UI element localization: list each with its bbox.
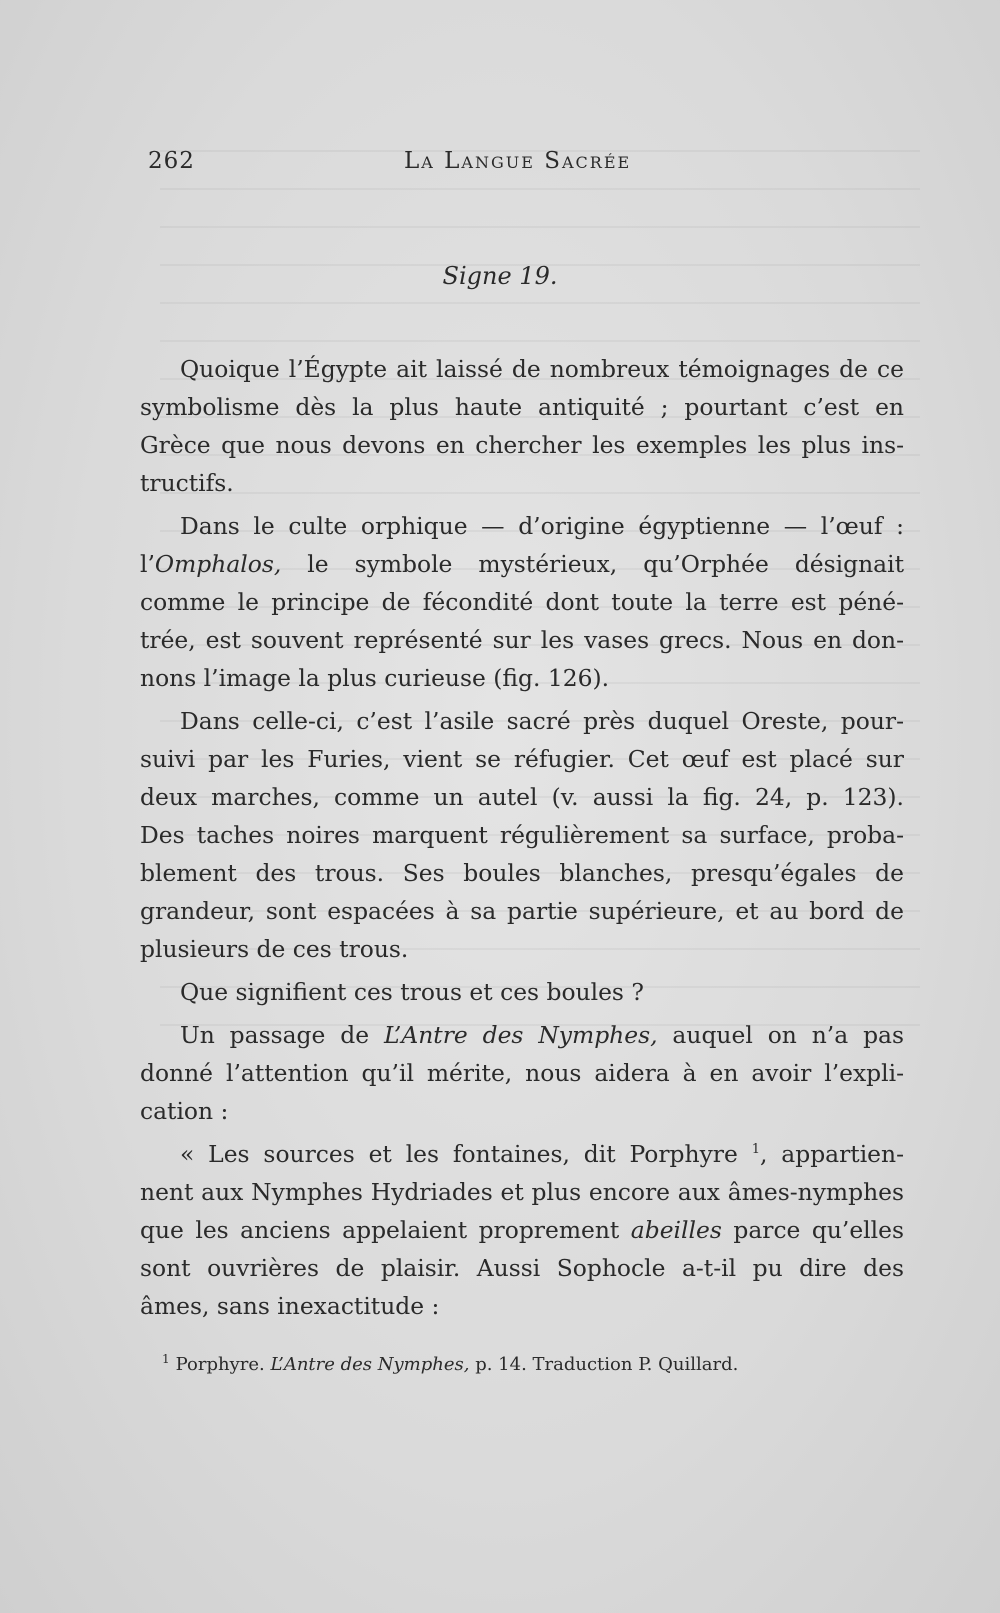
text-line: blement des trous. Ses boules blanches, presqu’égales de [140,859,904,887]
text-line: cation : [140,1097,229,1125]
text-line: Dans le culte orphique — d’origine égyptienne — l’œuf : [180,512,904,540]
section-heading: Signe 19. [442,262,558,290]
text-run: auquel on n’a pas [657,1021,905,1049]
footnote-details: p. 14. Traduction P. Quillard. [469,1354,739,1375]
text-line: grandeur, sont espacées à sa partie supérieure, et au bord de [140,897,904,925]
text-line: Que signifient ces trous et ces boules ? [180,978,644,1006]
footnote-author: Porphyre. [175,1354,265,1375]
paragraph [140,507,904,697]
paragraph [140,350,904,502]
text-run: Un passage de [180,1021,384,1049]
text-run: , appartien- [759,1140,904,1168]
page-number: 262 [148,148,195,174]
footnote-reference[interactable]: 1 [751,1142,760,1158]
paragraph [140,1016,904,1130]
text-line: tructifs. [140,469,234,497]
text-run: l’ [140,550,155,578]
text-line: plusieurs de ces trous. [140,935,409,963]
text-line [140,545,904,583]
text-run: « Les sources et les fontaines, dit Porphyre [180,1140,752,1168]
text-run: parce qu’elles [721,1216,904,1244]
text-line: Quoique l’Égypte ait laissé de nombreux témoignages de ce [180,355,904,383]
running-title: La Langue Sacrée [404,148,632,174]
text-run: le symbole mystérieux, qu’Orphée désignait [281,550,904,578]
text-line: deux marches, comme un autel (v. aussi la fig. 24, p. 123). [140,783,904,811]
footnote-marker: 1 [162,1352,170,1366]
running-head [148,148,648,180]
paragraph [140,702,904,968]
text-line: symbolisme dès la plus haute antiquité ; pourtant c’est en [140,393,904,421]
text-line: suivi par les Furies, vient se réfugier. Cet œuf est placé sur [140,745,904,773]
paragraph [140,973,904,1011]
footnote-work-title: L’Antre des Nymphes, [270,1354,470,1375]
italic-term: Omphalos, [154,550,282,578]
text-line [140,1211,904,1249]
text-line: nent aux Nymphes Hydriades et plus encore aux âmes-nymphes [140,1178,904,1206]
italic-title: L’Antre des Nymphes, [383,1021,658,1049]
text-line: comme le principe de fécondité dont toute la terre est péné- [140,588,904,616]
footnote [162,1352,738,1375]
text-line: trée, est souvent représenté sur les vases grecs. Nous en don- [140,626,904,654]
text-run: que les anciens appelaient proprement [140,1216,631,1244]
text-line [140,1016,904,1054]
paragraph [140,1135,904,1325]
text-line: Des taches noires marquent régulièrement sa surface, proba- [140,821,904,849]
text-line: Grèce que nous devons en chercher les exemples les plus ins- [140,431,904,459]
text-line: donné l’attention qu’il mérite, nous aidera à en avoir l’expli- [140,1059,904,1087]
italic-term: abeilles [630,1216,722,1244]
text-line: nons l’image la plus curieuse (fig. 126). [140,664,610,692]
body-text [140,350,904,1325]
text-line: Dans celle-ci, c’est l’asile sacré près duquel Oreste, pour- [180,707,904,735]
text-line: sont ouvrières de plaisir. Aussi Sophocle a-t-il pu dire des [140,1254,904,1282]
text-line: âmes, sans inexactitude : [140,1292,440,1320]
text-line [140,1135,904,1173]
